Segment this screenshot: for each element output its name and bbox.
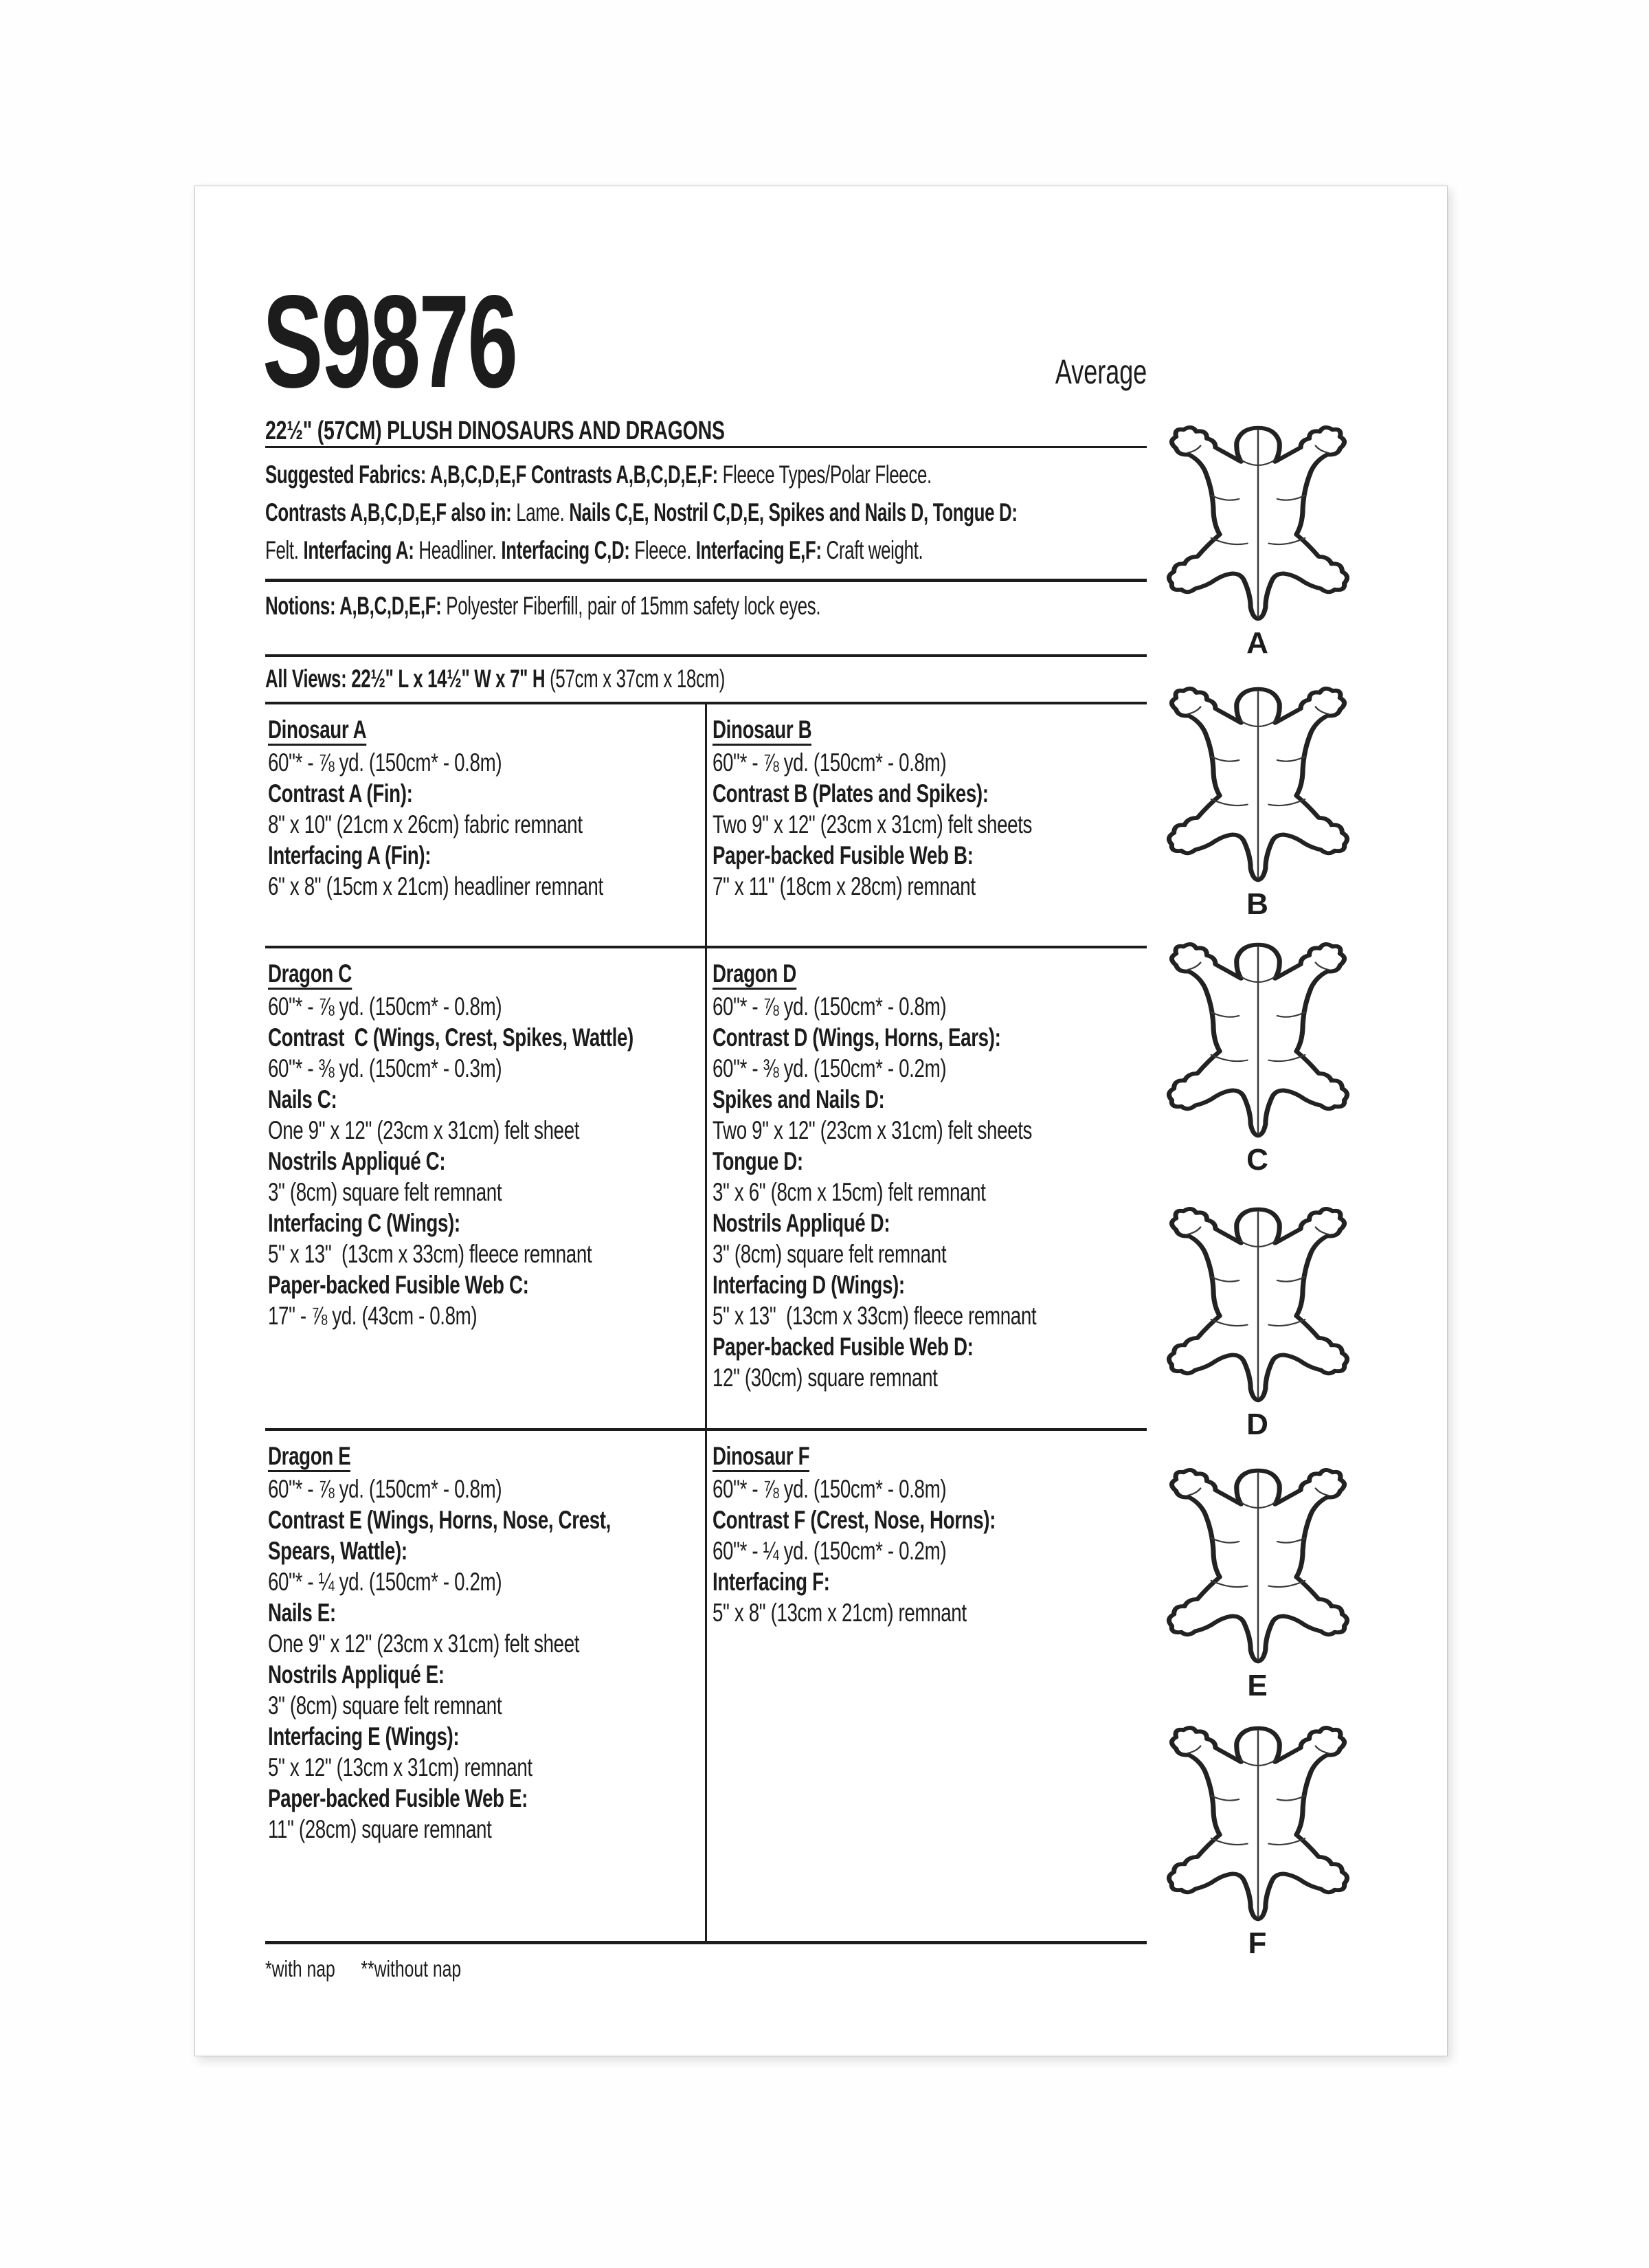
view-label-a: A (1246, 626, 1270, 660)
pattern-envelope-back (194, 186, 1448, 2056)
table-row-1 (265, 704, 1147, 946)
with-nap-note: *with nap (265, 1956, 335, 1981)
notions-text: Notions: A,B,C,D,E,F: Polyester Fiberfill, pair of 15mm safety lock eyes. (265, 592, 821, 620)
section-title-dragon-d: Dragon D (713, 959, 796, 990)
view-illustration-f (1152, 1714, 1365, 1960)
view-illustration-d (1152, 1195, 1365, 1441)
pattern-number: S9876 (262, 267, 517, 415)
dinosaur-top-view-icon (1152, 1714, 1365, 1927)
view-label-e: E (1247, 1669, 1269, 1702)
view-section-dinosaur-f (705, 1431, 1147, 1941)
view-section-dragon-d (705, 948, 1147, 1428)
dinosaur-top-view-icon (1152, 675, 1365, 888)
view-section-dinosaur-b (705, 704, 1147, 946)
table-row-2 (265, 946, 1147, 1428)
section-details-dragon-d: 60"* - ⅞ yd. (150cm* - 0.8m) Contrast D (Wings, Horns, Ears): 60"* - ⅜ yd. (150cm* - 0.2m) Spikes and Nails D: Two 9" x 12" (23cm x 31cm) felt sheets Tongue D: 3" x 6" (8cm x 15cm) felt remnant Nostrils Appliqué D: 3" (8cm) square felt remnant Interfacing D (Wings): 5" x 13" (13cm x 33cm) fleece remnant Paper-backed Fusible Web D: 12" (30cm) square remnant (713, 992, 1037, 1392)
dragon-top-view-icon (1152, 931, 1365, 1144)
view-label-d: D (1246, 1408, 1270, 1441)
suggested-fabrics-text: Suggested Fabrics: A,B,C,D,E,F Contrasts A,B,C,D,E,F: Fleece Types/Polar Fleece. Contrasts A,B,C,D,E,F also in: Lame. Nails C,E, Nostril C,D,E, Spikes and Nails D, Tongue D: Felt. Interfacing A: Headliner. Interfacing C,D: Fleece. Interfacing E,F: Craft weight. (265, 460, 1018, 564)
section-title-dragon-c: Dragon C (268, 959, 352, 990)
view-illustration-e (1152, 1456, 1365, 1702)
view-label-c: C (1246, 1143, 1270, 1177)
yardage-table (265, 702, 1147, 1944)
view-section-dinosaur-a (265, 704, 705, 946)
section-title-dragon-e: Dragon E (268, 1442, 350, 1472)
view-illustration-b (1152, 675, 1365, 921)
rule-above-notions (265, 579, 1147, 582)
view-label-b: B (1246, 887, 1270, 921)
dinosaur-top-view-icon (1152, 414, 1365, 627)
view-label-f: F (1248, 1926, 1268, 1960)
rule-above-all-views (265, 654, 1147, 657)
without-nap-note: **without nap (361, 1956, 462, 1981)
dragon-top-view-icon (1152, 1456, 1365, 1669)
section-details-dragon-e: 60"* - ⅞ yd. (150cm* - 0.8m) Contrast E (Wings, Horns, Nose, Crest, Spears, Wattle): 60"* - ¼ yd. (150cm* - 0.2m) Nails E: One 9" x 12" (23cm x 31cm) felt sheet Nostrils Appliqué E: 3" (8cm) square felt remnant Interfacing E (Wings): 5" x 12" (13cm x 31cm) remnant Paper-backed Fusible Web E: 11" (28cm) square remnant (268, 1475, 611, 1843)
table-row-3 (265, 1428, 1147, 1941)
section-details-dinosaur-a: 60"* - ⅞ yd. (150cm* - 0.8m) Contrast A (Fin): 8" x 10" (21cm x 26cm) fabric remnant Interfacing A (Fin): 6" x 8" (15cm x 21cm) headliner remnant (268, 748, 603, 900)
all-views-dimensions: All Views: 22½" L x 14½" W x 7" H (57cm x 37cm x 18cm) (265, 665, 726, 693)
section-title-dinosaur-b: Dinosaur B (713, 715, 811, 746)
rule-under-title (265, 446, 1147, 448)
section-title-dinosaur-a: Dinosaur A (268, 715, 366, 746)
view-illustration-c (1152, 931, 1365, 1177)
view-illustration-a (1152, 414, 1365, 660)
section-details-dragon-c: 60"* - ⅞ yd. (150cm* - 0.8m) Contrast C (Wings, Crest, Spikes, Wattle) 60"* - ⅜ yd. (150cm* - 0.3m) Nails C: One 9" x 12" (23cm x 31cm) felt sheet Nostrils Appliqué C: 3" (8cm) square felt remnant Interfacing C (Wings): 5" x 13" (13cm x 33cm) fleece remnant Paper-backed Fusible Web C: 17" - ⅞ yd. (43cm - 0.8m) (268, 992, 633, 1330)
view-section-dragon-e (265, 1431, 705, 1941)
dragon-top-view-icon (1152, 1195, 1365, 1408)
pattern-title: 22½" (57CM) PLUSH DINOSAURS AND DRAGONS (265, 416, 725, 445)
section-title-dinosaur-f: Dinosaur F (713, 1442, 809, 1472)
view-section-dragon-c (265, 948, 705, 1428)
section-details-dinosaur-f: 60"* - ⅞ yd. (150cm* - 0.8m) Contrast F (Crest, Nose, Horns): 60"* - ¼ yd. (150cm* - 0.2m) Interfacing F: 5" x 8" (13cm x 21cm) remnant (713, 1475, 996, 1627)
section-details-dinosaur-b: 60"* - ⅞ yd. (150cm* - 0.8m) Contrast B (Plates and Spikes): Two 9" x 12" (23cm x 31cm) felt sheets Paper-backed Fusible Web B: 7" x 11" (18cm x 28cm) remnant (713, 748, 1033, 900)
difficulty-rating: Average (1055, 353, 1147, 391)
